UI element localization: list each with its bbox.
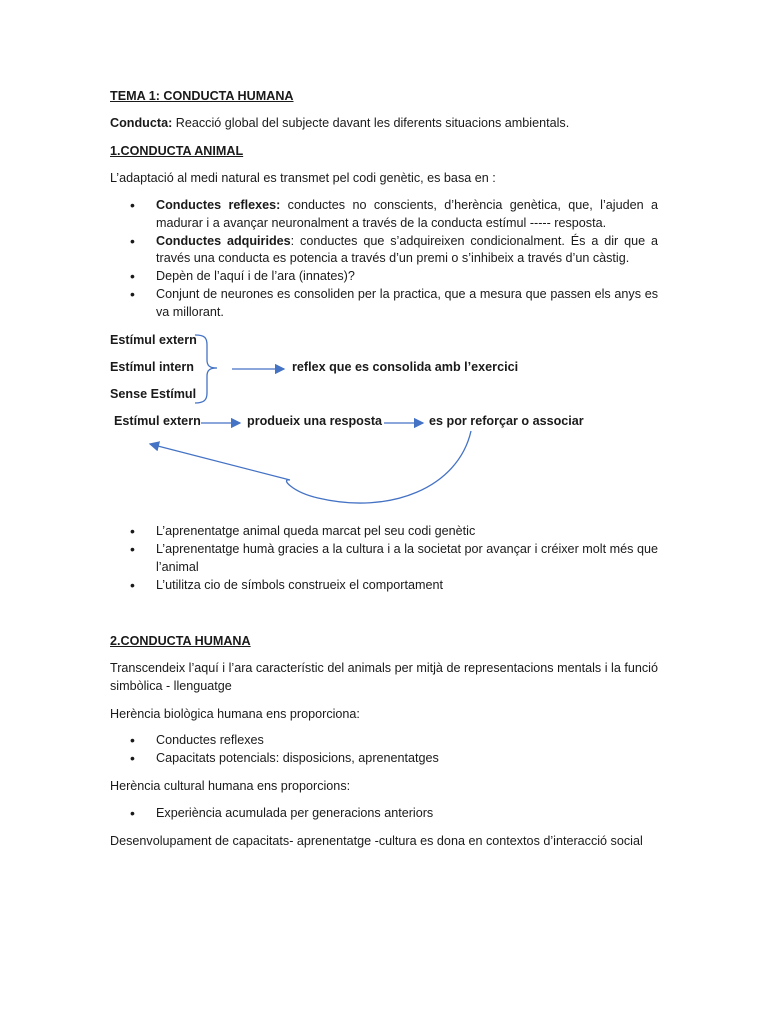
section2-heading: 2.CONDUCTA HUMANA	[110, 634, 251, 648]
chain-reinforce-label: es por reforçar o associar	[429, 414, 584, 428]
section1-heading: 1.CONDUCTA ANIMAL	[110, 144, 244, 158]
section1-intro: L’adaptació al medi natural es transmet pel codi genètic, es basa en :	[110, 171, 496, 185]
definition-text: Reacció global del subjecte davant les diferents situacions ambientals.	[172, 116, 570, 130]
list-item: • Experiència acumulada per generacions anteriors	[110, 805, 658, 823]
chain-stimulus-label: Estímul extern	[114, 414, 201, 428]
list-item: • L’utilitza cio de símbols construeix el comportament	[110, 577, 658, 595]
definition-term: Conducta:	[110, 116, 173, 130]
section2-paragraph-4: Desenvolupament de capacitats- aprenentatge -cultura es dona en contextos d’interacció social	[110, 834, 643, 848]
page-title: TEMA 1: CONDUCTA HUMANA	[110, 89, 294, 103]
reflex-label: reflex que es consolida amb l’exercici	[292, 360, 519, 374]
list-item: • Capacitats potencials: disposicions, aprenentatges	[110, 750, 658, 768]
brace-icon	[195, 335, 217, 403]
section2-paragraph-2: Herència biològica humana ens proporciona:	[110, 707, 360, 721]
stimulus-extern-label: Estímul extern	[110, 333, 197, 347]
list-item: • L’aprenentatge animal queda marcat pel seu codi genètic	[110, 523, 658, 541]
feedback-arrow-icon	[150, 431, 471, 503]
list-item: • L’aprenentatge humà gracies a la cultura i a la societat por avançar i créixer molt més que l’animal	[110, 541, 658, 576]
chain-response-label: produeix una resposta	[247, 414, 383, 428]
bullet-bold-label: Conductes reflexes:	[156, 198, 281, 212]
bio-inheritance-list	[110, 732, 658, 768]
cultural-inheritance-list	[110, 805, 658, 823]
no-stimulus-label: Sense Estímul	[110, 387, 197, 401]
bullet-text: conductes no conscients, d’herència genètica, que, l’ajuden a madurar i a avançar neuronalment a través de la conducta estímul ----- resposta.	[156, 198, 658, 230]
section1-bullet-list-2	[110, 523, 658, 595]
section2-paragraph-1: Transcendeix l’aquí i l’ara característic del animals per mitjà de representacions mentals i la funció simbòlica - llenguatge	[110, 661, 658, 693]
stimulus-intern-label: Estímul intern	[110, 360, 194, 374]
bullet-text: Depèn de l’aquí i de l’ara (innates)?	[156, 269, 355, 283]
bullet-bold-label: Conductes adquirides	[156, 233, 291, 248]
bullet-text: : conductes que s’adquireixen condicionalment. És a dir que a través una conducta es potencia a través d’un premi o s’inhibeix a través d’un càstig.	[156, 233, 659, 265]
bullet-text: Conjunt de neurones es consoliden per la practica, que a mesura que passen els anys es va millorant.	[156, 287, 658, 319]
section2-paragraph-3: Herència cultural humana ens proporcions:	[110, 779, 351, 793]
list-item: • Conductes reflexes	[110, 732, 658, 750]
